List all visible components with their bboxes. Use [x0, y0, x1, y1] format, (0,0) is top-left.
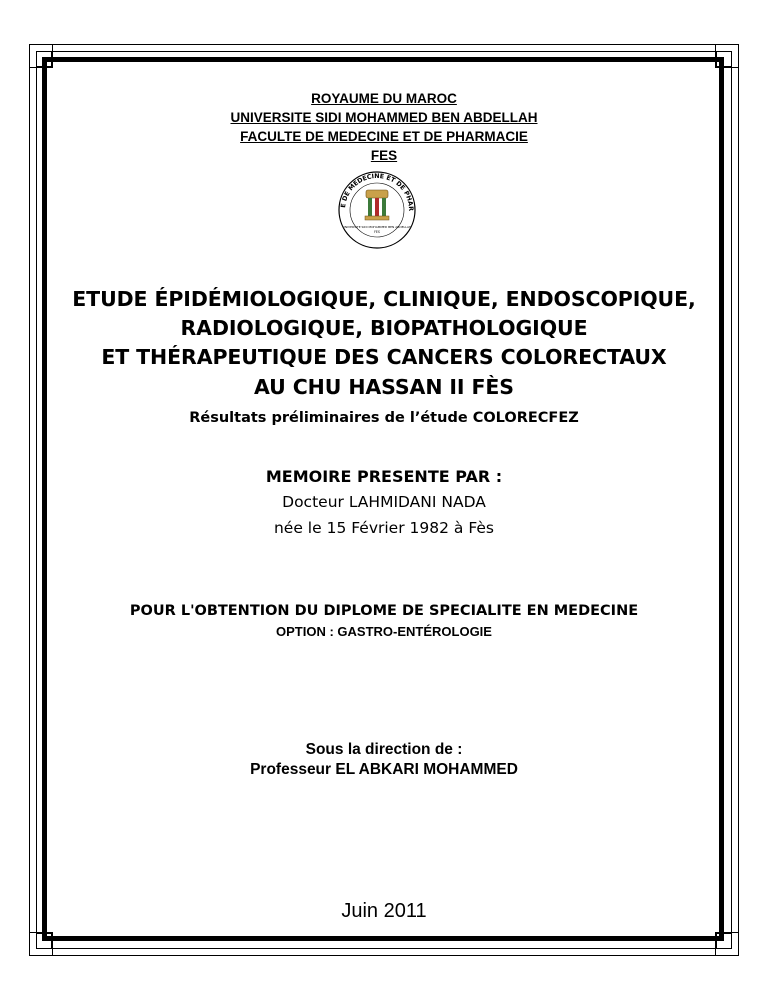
header-kingdom: ROYAUME DU MAROC	[311, 91, 457, 106]
title-line-2: RADIOLOGIQUE, BIOPATHOLOGIQUE	[180, 316, 588, 340]
presenter-birth: née le 15 Février 1982 à Fès	[273, 519, 494, 537]
document-date: Juin 2011	[341, 900, 427, 922]
diploma-line: POUR L'OBTENTION DU DIPLOME DE SPECIALITE EN MEDECINE	[129, 603, 639, 619]
title-line-1: ETUDE ÉPIDÉMIOLOGIQUE, CLINIQUE, ENDOSCOPIQUE,	[72, 287, 696, 311]
corner-ornament-bottom-left-inner	[36, 933, 52, 949]
title-line-4: AU CHU HASSAN II FÈS	[254, 375, 514, 399]
logo-city-text: FES	[374, 230, 380, 234]
title-line-3: ET THÉRAPEUTIQUE DES CANCERS COLORECTAUX	[101, 345, 667, 369]
direction-label: Sous la direction de :	[305, 741, 463, 758]
corner-ornament-top-left-inner	[36, 51, 52, 67]
header-city: FES	[370, 148, 398, 163]
direction-professor: Professeur EL ABKARI MOHAMMED	[250, 761, 518, 778]
corner-ornament-bottom-right-inner	[716, 933, 732, 949]
presenter-heading: MEMOIRE PRESENTE PAR :	[265, 467, 503, 486]
logo-bottom-text: UNIVERSITE SIDI MOHAMMED BEN ABDELLAH	[342, 225, 412, 229]
logo-ring-text: E DE MEDECINE ET DE PHAR	[340, 172, 415, 212]
faculty-logo	[331, 170, 423, 250]
corner-ornament-top-right-inner	[716, 51, 732, 67]
diploma-option: OPTION : GASTRO-ENTÉROLOGIE	[276, 624, 492, 639]
title-subtitle: Résultats préliminaires de l’étude COLORECFEZ	[189, 410, 579, 426]
header-university: UNIVERSITE SIDI MOHAMMED BEN ABDELLAH	[230, 110, 538, 125]
presenter-name: Docteur LAHMIDANI NADA	[282, 493, 486, 511]
header-faculty: FACULTE DE MEDECINE ET DE PHARMACIE	[240, 129, 528, 144]
